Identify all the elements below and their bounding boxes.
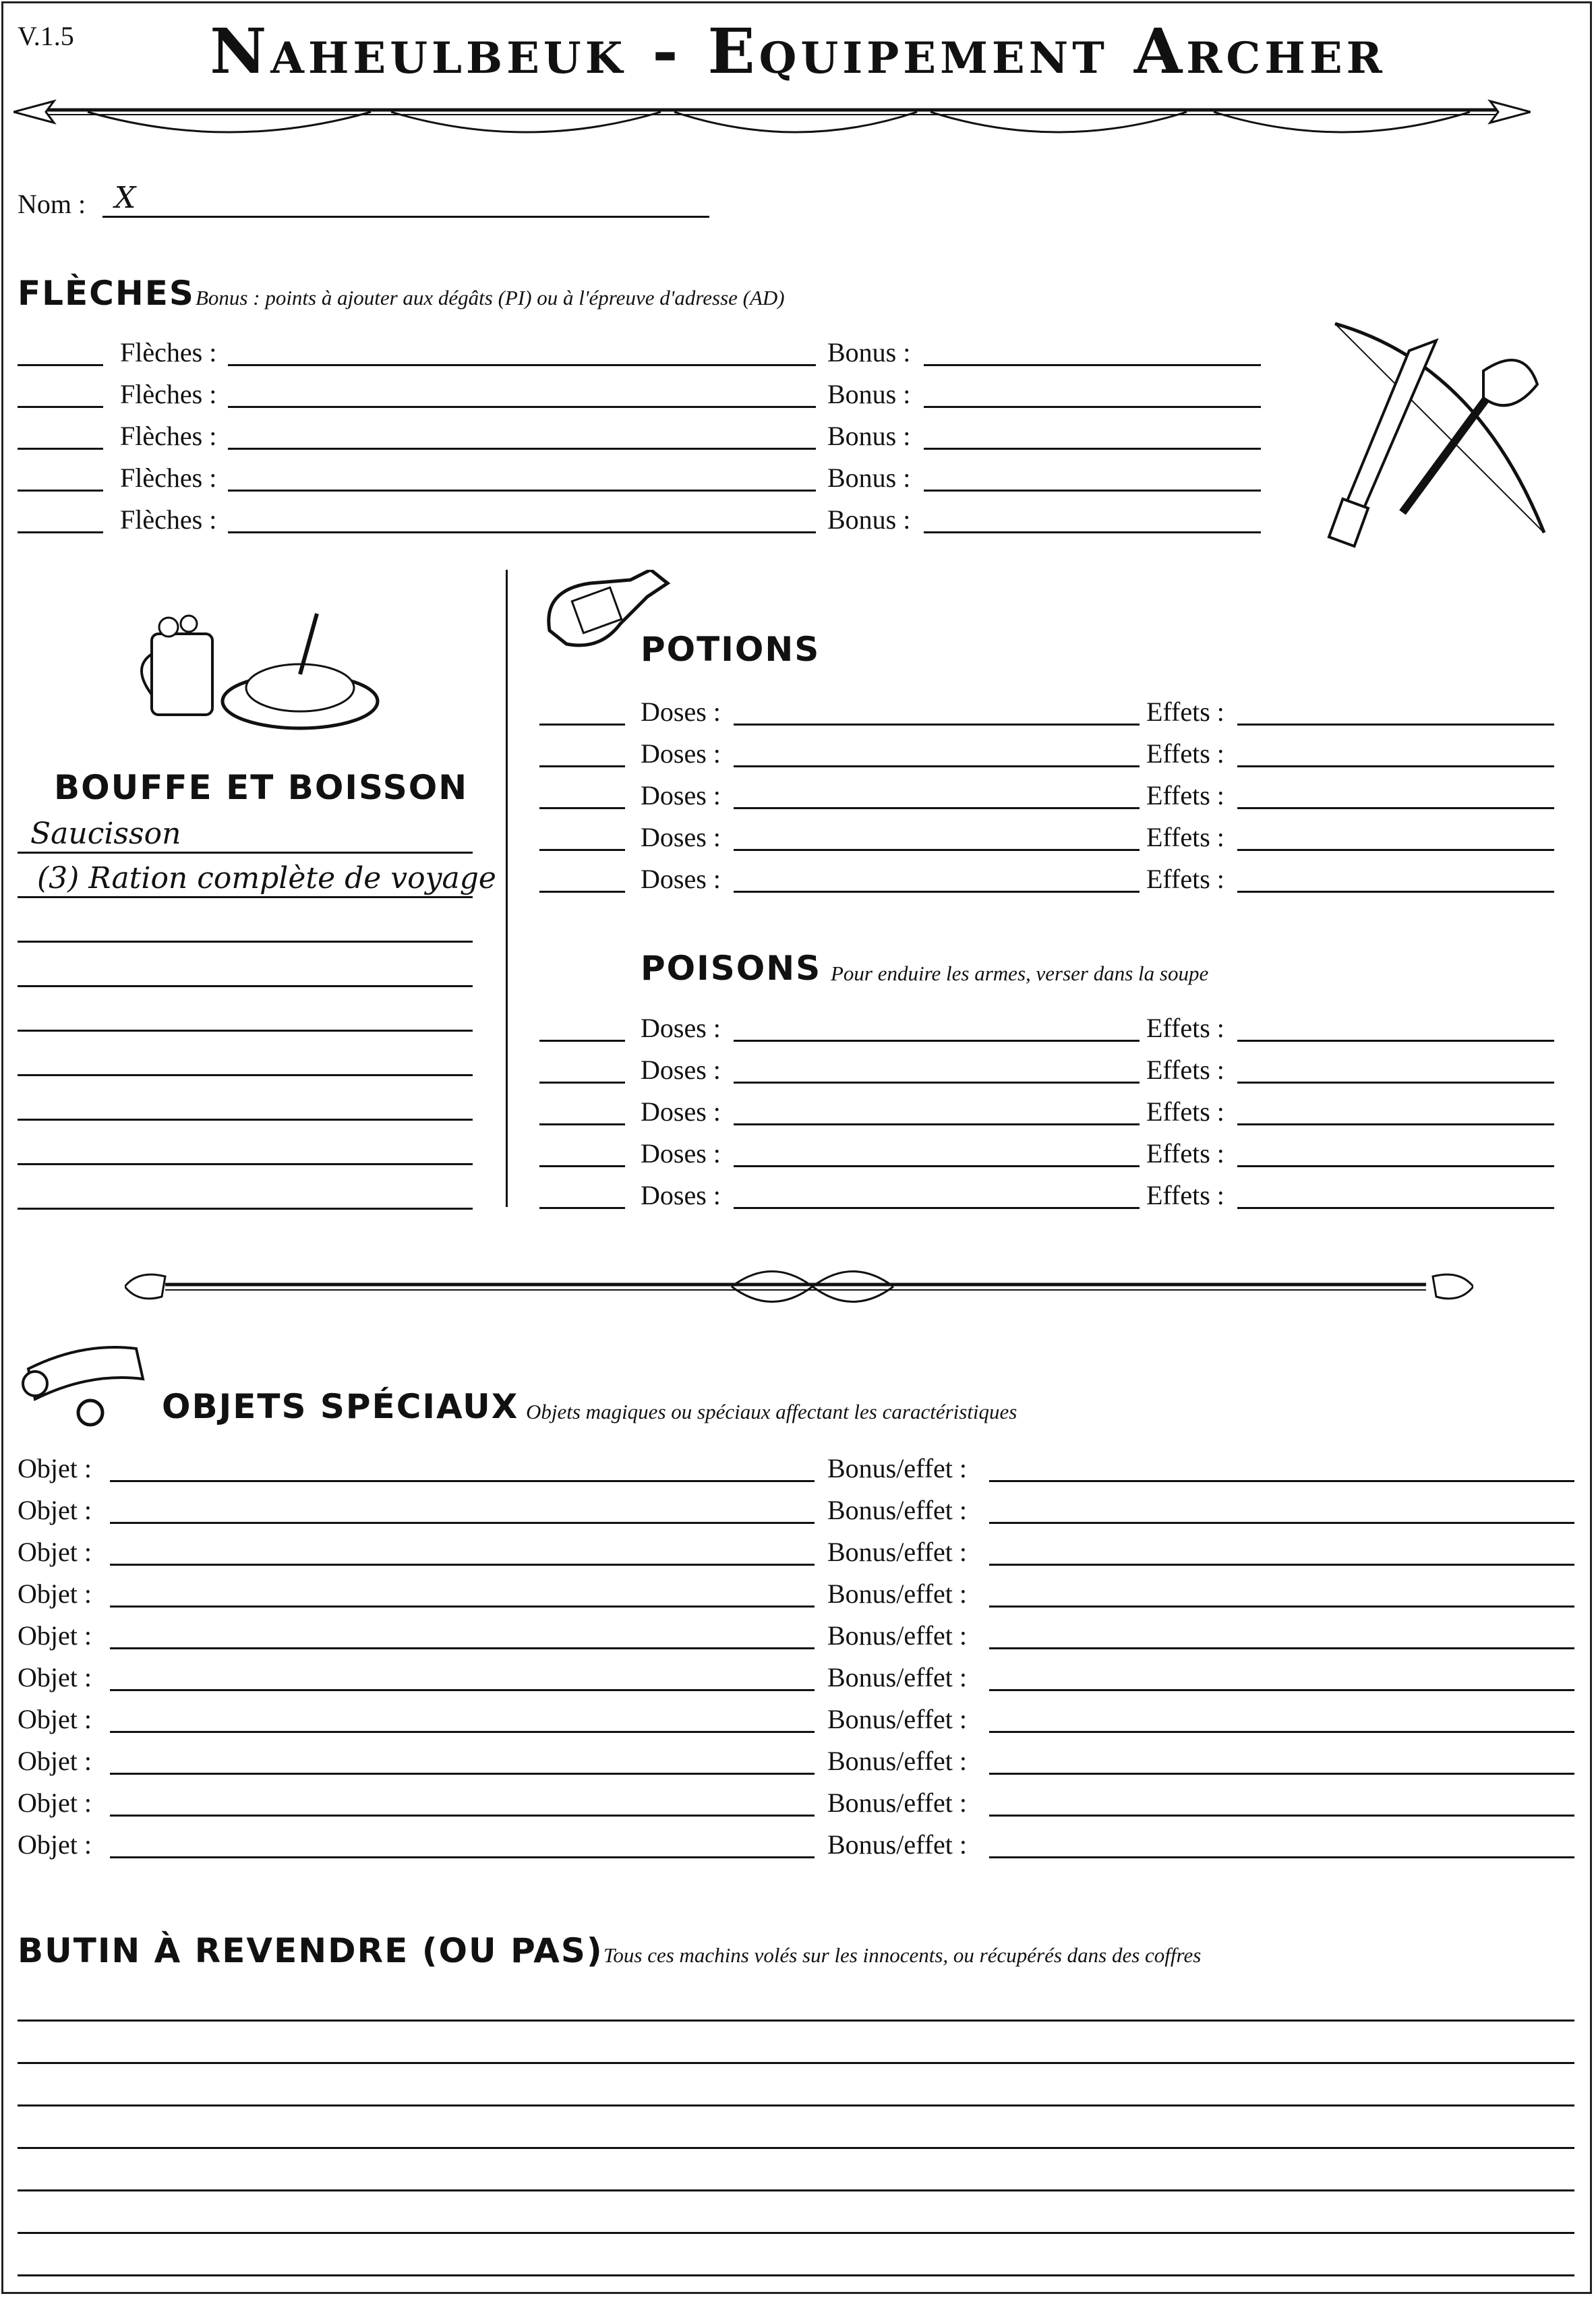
special-bonus-line[interactable]	[989, 1564, 1574, 1566]
poison-dose-label: Doses :	[641, 1138, 721, 1169]
arrow-bonus-label: Bonus :	[827, 504, 911, 535]
special-object-label: Objet :	[18, 1704, 92, 1734]
food-line[interactable]	[18, 1030, 473, 1032]
poison-effect-label: Effets :	[1146, 1055, 1224, 1085]
poison-effect-label: Effets :	[1146, 1013, 1224, 1043]
loot-note: Tous ces machins volés sur les innocents, ou récupérés dans des coffres	[603, 1943, 1202, 1967]
arrow-bonus-label: Bonus :	[827, 337, 911, 367]
special-bonus-label: Bonus/effet :	[827, 1704, 968, 1734]
potion-count-line[interactable]	[539, 724, 625, 726]
loot-line[interactable]	[18, 2104, 1574, 2106]
loot-line[interactable]	[18, 2232, 1574, 2234]
potion-count-line[interactable]	[539, 849, 625, 851]
page-title: Naheulbeuk - Equipement Archer	[210, 15, 1386, 88]
arrow-divider-icon	[13, 86, 1531, 147]
special-bonus-label: Bonus/effet :	[827, 1495, 968, 1525]
arrow-bonus-line[interactable]	[924, 448, 1261, 450]
arrow-count-line[interactable]	[18, 448, 103, 450]
poison-dose-line[interactable]	[734, 1123, 1140, 1125]
loot-line[interactable]	[18, 2274, 1574, 2276]
special-bonus-line[interactable]	[989, 1689, 1574, 1691]
food-line[interactable]	[18, 941, 473, 943]
arrows-note: Bonus : points à ajouter aux dégâts (PI) ou à l'épreuve d'adresse (AD)	[196, 286, 785, 310]
special-object-line[interactable]	[110, 1480, 815, 1482]
special-bonus-line[interactable]	[989, 1731, 1574, 1733]
special-object-line[interactable]	[110, 1856, 815, 1858]
arrow-name-line[interactable]	[228, 406, 816, 408]
potion-effect-label: Effets :	[1146, 864, 1224, 894]
poison-dose-label: Doses :	[641, 1013, 721, 1043]
special-bonus-line[interactable]	[989, 1480, 1574, 1482]
potion-dose-label: Doses :	[641, 822, 721, 852]
scroll-ring-icon	[15, 1342, 156, 1436]
arrow-count-line[interactable]	[18, 406, 103, 408]
potion-dose-line[interactable]	[734, 724, 1140, 726]
arrow-name-line[interactable]	[228, 490, 816, 492]
poison-effect-label: Effets :	[1146, 1138, 1224, 1169]
special-object-label: Objet :	[18, 1620, 92, 1651]
special-bonus-line[interactable]	[989, 1856, 1574, 1858]
special-bonus-label: Bonus/effet :	[827, 1829, 968, 1860]
food-line[interactable]	[18, 1208, 473, 1210]
arrow-bonus-line[interactable]	[924, 364, 1261, 366]
special-bonus-label: Bonus/effet :	[827, 1662, 968, 1692]
loot-heading: BUTIN À REVENDRE (OU PAS)	[18, 1931, 603, 1970]
potion-dose-label: Doses :	[641, 738, 721, 769]
potion-effect-label: Effets :	[1146, 780, 1224, 811]
special-object-line[interactable]	[110, 1647, 815, 1649]
special-object-line[interactable]	[110, 1605, 815, 1608]
food-line[interactable]	[18, 1074, 473, 1076]
potion-effect-line[interactable]	[1237, 807, 1554, 809]
poison-dose-line[interactable]	[734, 1207, 1140, 1209]
special-object-line[interactable]	[110, 1815, 815, 1817]
special-object-line[interactable]	[110, 1773, 815, 1775]
potion-effect-line[interactable]	[1237, 849, 1554, 851]
poison-dose-label: Doses :	[641, 1096, 721, 1127]
special-object-label: Objet :	[18, 1662, 92, 1692]
arrow-name-line[interactable]	[228, 364, 816, 366]
arrow-count-line[interactable]	[18, 364, 103, 366]
poison-dose-label: Doses :	[641, 1055, 721, 1085]
poison-dose-line[interactable]	[734, 1040, 1140, 1042]
special-object-label: Objet :	[18, 1788, 92, 1818]
special-object-label: Objet :	[18, 1829, 92, 1860]
special-object-line[interactable]	[110, 1564, 815, 1566]
poison-effect-line[interactable]	[1237, 1040, 1554, 1042]
potion-count-line[interactable]	[539, 891, 625, 893]
special-bonus-line[interactable]	[989, 1647, 1574, 1649]
column-divider	[506, 570, 508, 1207]
potion-effect-label: Effets :	[1146, 738, 1224, 769]
special-object-line[interactable]	[110, 1689, 815, 1691]
potion-count-line[interactable]	[539, 765, 625, 767]
version-label: V.1.5	[18, 21, 74, 51]
special-bonus-line[interactable]	[989, 1815, 1574, 1817]
potion-effect-line[interactable]	[1237, 765, 1554, 767]
arrows-heading: FLÈCHES	[18, 274, 195, 313]
potion-dose-label: Doses :	[641, 697, 721, 727]
potion-dose-line[interactable]	[734, 807, 1140, 809]
arrow-count-line[interactable]	[18, 490, 103, 492]
potion-effect-label: Effets :	[1146, 697, 1224, 727]
loot-line[interactable]	[18, 2062, 1574, 2064]
special-bonus-label: Bonus/effet :	[827, 1788, 968, 1818]
special-object-line[interactable]	[110, 1731, 815, 1733]
crossed-weapons-icon	[1322, 310, 1571, 553]
poison-count-line[interactable]	[539, 1123, 625, 1125]
poisons-note: Pour enduire les armes, verser dans la soupe	[831, 962, 1209, 985]
poison-count-line[interactable]	[539, 1082, 625, 1084]
arrow-row-label: Flèches :	[120, 379, 217, 409]
name-value[interactable]: X	[115, 181, 136, 215]
special-object-label: Objet :	[18, 1495, 92, 1525]
potion-dose-line[interactable]	[734, 849, 1140, 851]
special-bonus-label: Bonus/effet :	[827, 1620, 968, 1651]
potions-heading: POTIONS	[641, 630, 821, 669]
arrow-bonus-label: Bonus :	[827, 379, 911, 409]
potion-effect-line[interactable]	[1237, 891, 1554, 893]
special-object-label: Objet :	[18, 1579, 92, 1609]
special-bonus-line[interactable]	[989, 1773, 1574, 1775]
arrow-row-label: Flèches :	[120, 421, 217, 451]
food-heading: BOUFFE ET BOISSON	[54, 768, 469, 807]
food-line[interactable]	[18, 896, 473, 898]
poison-effect-line[interactable]	[1237, 1082, 1554, 1084]
food-mug-icon	[138, 600, 381, 735]
loot-line[interactable]	[18, 2020, 1574, 2022]
special-object-label: Objet :	[18, 1537, 92, 1567]
special-heading: OBJETS SPÉCIAUX	[162, 1387, 519, 1426]
special-bonus-line[interactable]	[989, 1605, 1574, 1608]
food-line[interactable]	[18, 1119, 473, 1121]
loot-line[interactable]	[18, 2147, 1574, 2149]
special-bonus-label: Bonus/effet :	[827, 1537, 968, 1567]
potion-effect-line[interactable]	[1237, 724, 1554, 726]
poison-count-line[interactable]	[539, 1040, 625, 1042]
special-bonus-label: Bonus/effet :	[827, 1579, 968, 1609]
potion-dose-label: Doses :	[641, 780, 721, 811]
special-note: Objets magiques ou spéciaux affectant les caractéristiques	[526, 1400, 1017, 1423]
loot-line[interactable]	[18, 2189, 1574, 2191]
poison-effect-label: Effets :	[1146, 1180, 1224, 1210]
food-line[interactable]	[18, 1163, 473, 1165]
food-item[interactable]: (3) Ration complète de voyage	[37, 861, 496, 895]
arrow-row-label: Flèches :	[120, 504, 217, 535]
arrow-bonus-line[interactable]	[924, 531, 1261, 533]
food-line[interactable]	[18, 985, 473, 987]
poison-effect-line[interactable]	[1237, 1123, 1554, 1125]
poison-dose-line[interactable]	[734, 1165, 1140, 1167]
arrow-name-line[interactable]	[228, 448, 816, 450]
name-line	[102, 216, 709, 218]
poisons-heading: POISONS	[641, 949, 822, 988]
arrow-row-label: Flèches :	[120, 337, 217, 367]
poison-count-line[interactable]	[539, 1207, 625, 1209]
staff-divider-icon	[125, 1261, 1473, 1308]
poison-effect-label: Effets :	[1146, 1096, 1224, 1127]
name-label: Nom :	[18, 189, 86, 219]
arrow-bonus-line[interactable]	[924, 490, 1261, 492]
arrow-name-line[interactable]	[228, 531, 816, 533]
food-line[interactable]	[18, 852, 473, 854]
food-item[interactable]: Saucisson	[30, 817, 181, 851]
special-object-label: Objet :	[18, 1746, 92, 1776]
arrow-row-label: Flèches :	[120, 463, 217, 493]
potion-count-line[interactable]	[539, 807, 625, 809]
arrow-bonus-label: Bonus :	[827, 463, 911, 493]
poison-effect-line[interactable]	[1237, 1165, 1554, 1167]
special-bonus-label: Bonus/effet :	[827, 1746, 968, 1776]
potion-effect-label: Effets :	[1146, 822, 1224, 852]
special-bonus-line[interactable]	[989, 1522, 1574, 1524]
potion-dose-line[interactable]	[734, 891, 1140, 893]
arrow-count-line[interactable]	[18, 531, 103, 533]
special-object-line[interactable]	[110, 1522, 815, 1524]
special-object-label: Objet :	[18, 1453, 92, 1483]
arrow-bonus-line[interactable]	[924, 406, 1261, 408]
arrow-bonus-label: Bonus :	[827, 421, 911, 451]
poison-dose-label: Doses :	[641, 1180, 721, 1210]
potion-dose-label: Doses :	[641, 864, 721, 894]
poison-dose-line[interactable]	[734, 1082, 1140, 1084]
poison-count-line[interactable]	[539, 1165, 625, 1167]
poison-effect-line[interactable]	[1237, 1207, 1554, 1209]
special-bonus-label: Bonus/effet :	[827, 1453, 968, 1483]
potion-dose-line[interactable]	[734, 765, 1140, 767]
